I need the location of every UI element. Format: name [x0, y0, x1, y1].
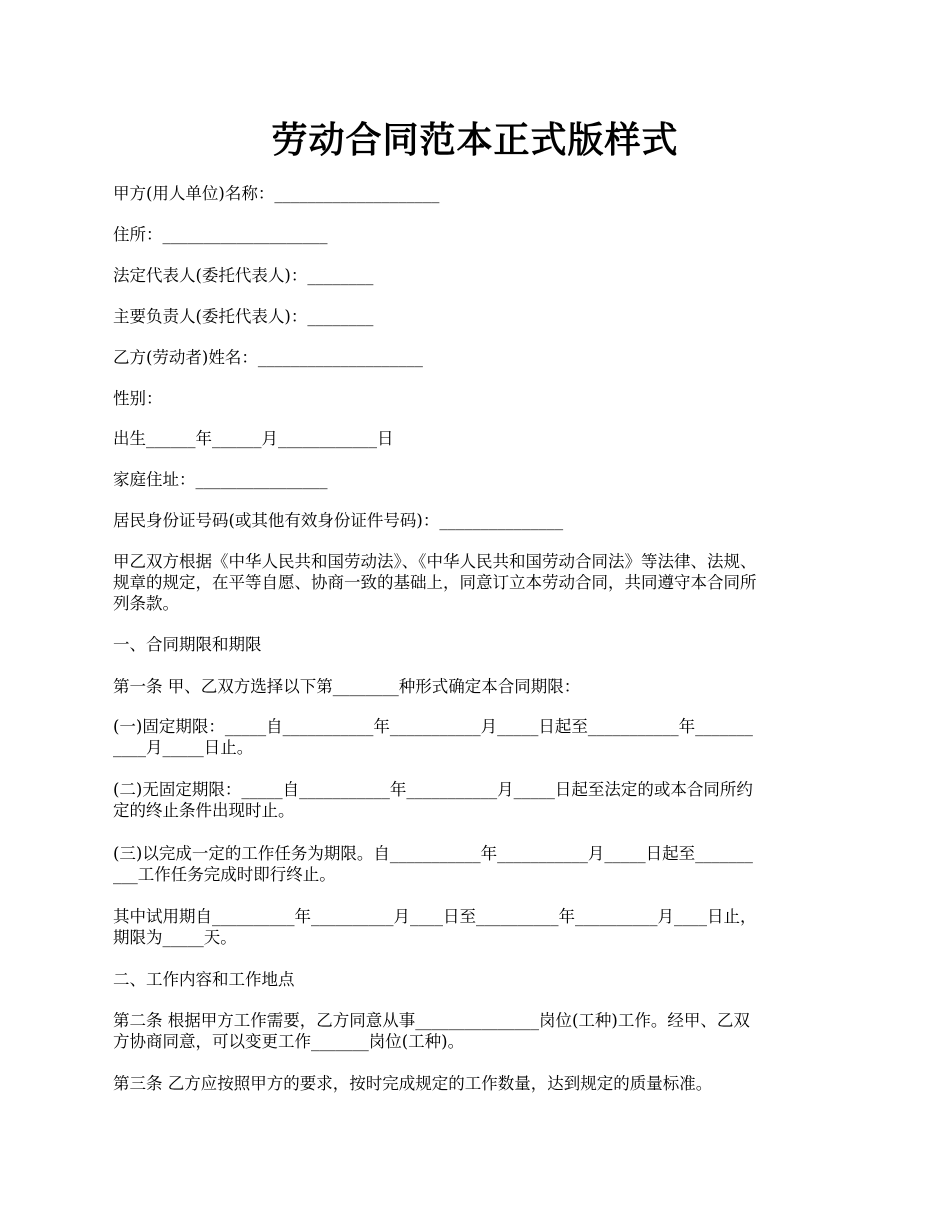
section-heading-term: 一、合同期限和期限	[113, 635, 262, 654]
legal-representative-line: 法定代表人(委托代表人)：________	[113, 266, 374, 285]
preamble-paragraph: 甲乙双方根据《中华人民共和国劳动法》、《中华人民共和国劳动合同法》等法律、法规、 规章的规定，在平等自愿、协商一致的基础上，同意订立本劳动合同，共同遵守本合同所 列条款。	[113, 552, 757, 613]
birth-date-line: 出生______年______月____________日	[113, 429, 394, 448]
gender-line: 性别：	[113, 389, 163, 408]
open-term-clause: (二)无固定期限：_____自___________年___________月_____日起至法定的或本合同所约 定的终止条件出现时止。	[113, 780, 753, 820]
probation-clause: 其中试用期自__________年__________月____日至__________年__________月____日止， 期限为_____天。	[113, 907, 757, 947]
employee-name-line: 乙方(劳动者)姓名：____________________	[113, 348, 423, 367]
section-heading-work: 二、工作内容和工作地点	[113, 970, 295, 989]
task-term-clause: (三)以完成一定的工作任务为期限。自___________年___________月_____日起至_______ ___工作任务完成时即行终止。	[113, 844, 753, 884]
fixed-term-clause: (一)固定期限：_____自___________年___________月_____日起至___________年_______ ____月_____日止。	[113, 717, 753, 757]
article-1: 第一条 甲、乙双方选择以下第________种形式确定本合同期限：	[113, 677, 581, 696]
article-2: 第二条 根据甲方工作需要，乙方同意从事_______________岗位(工种)工作。经甲、乙双 方协商同意，可以变更工作_______岗位(工种)。	[113, 1011, 750, 1051]
document-title: 劳动合同范本正式版样式	[271, 119, 679, 161]
principal-line: 主要负责人(委托代表人)：________	[113, 307, 374, 326]
article-3: 第三条 乙方应按照甲方的要求，按时完成规定的工作数量，达到规定的质量标准。	[113, 1074, 713, 1093]
employer-name-line: 甲方(用人单位)名称：____________________	[113, 184, 440, 203]
employer-address-line: 住所：____________________	[113, 225, 328, 244]
id-number-line: 居民身份证号码(或其他有效身份证件号码)：_______________	[113, 511, 564, 530]
home-address-line: 家庭住址：________________	[113, 470, 328, 489]
